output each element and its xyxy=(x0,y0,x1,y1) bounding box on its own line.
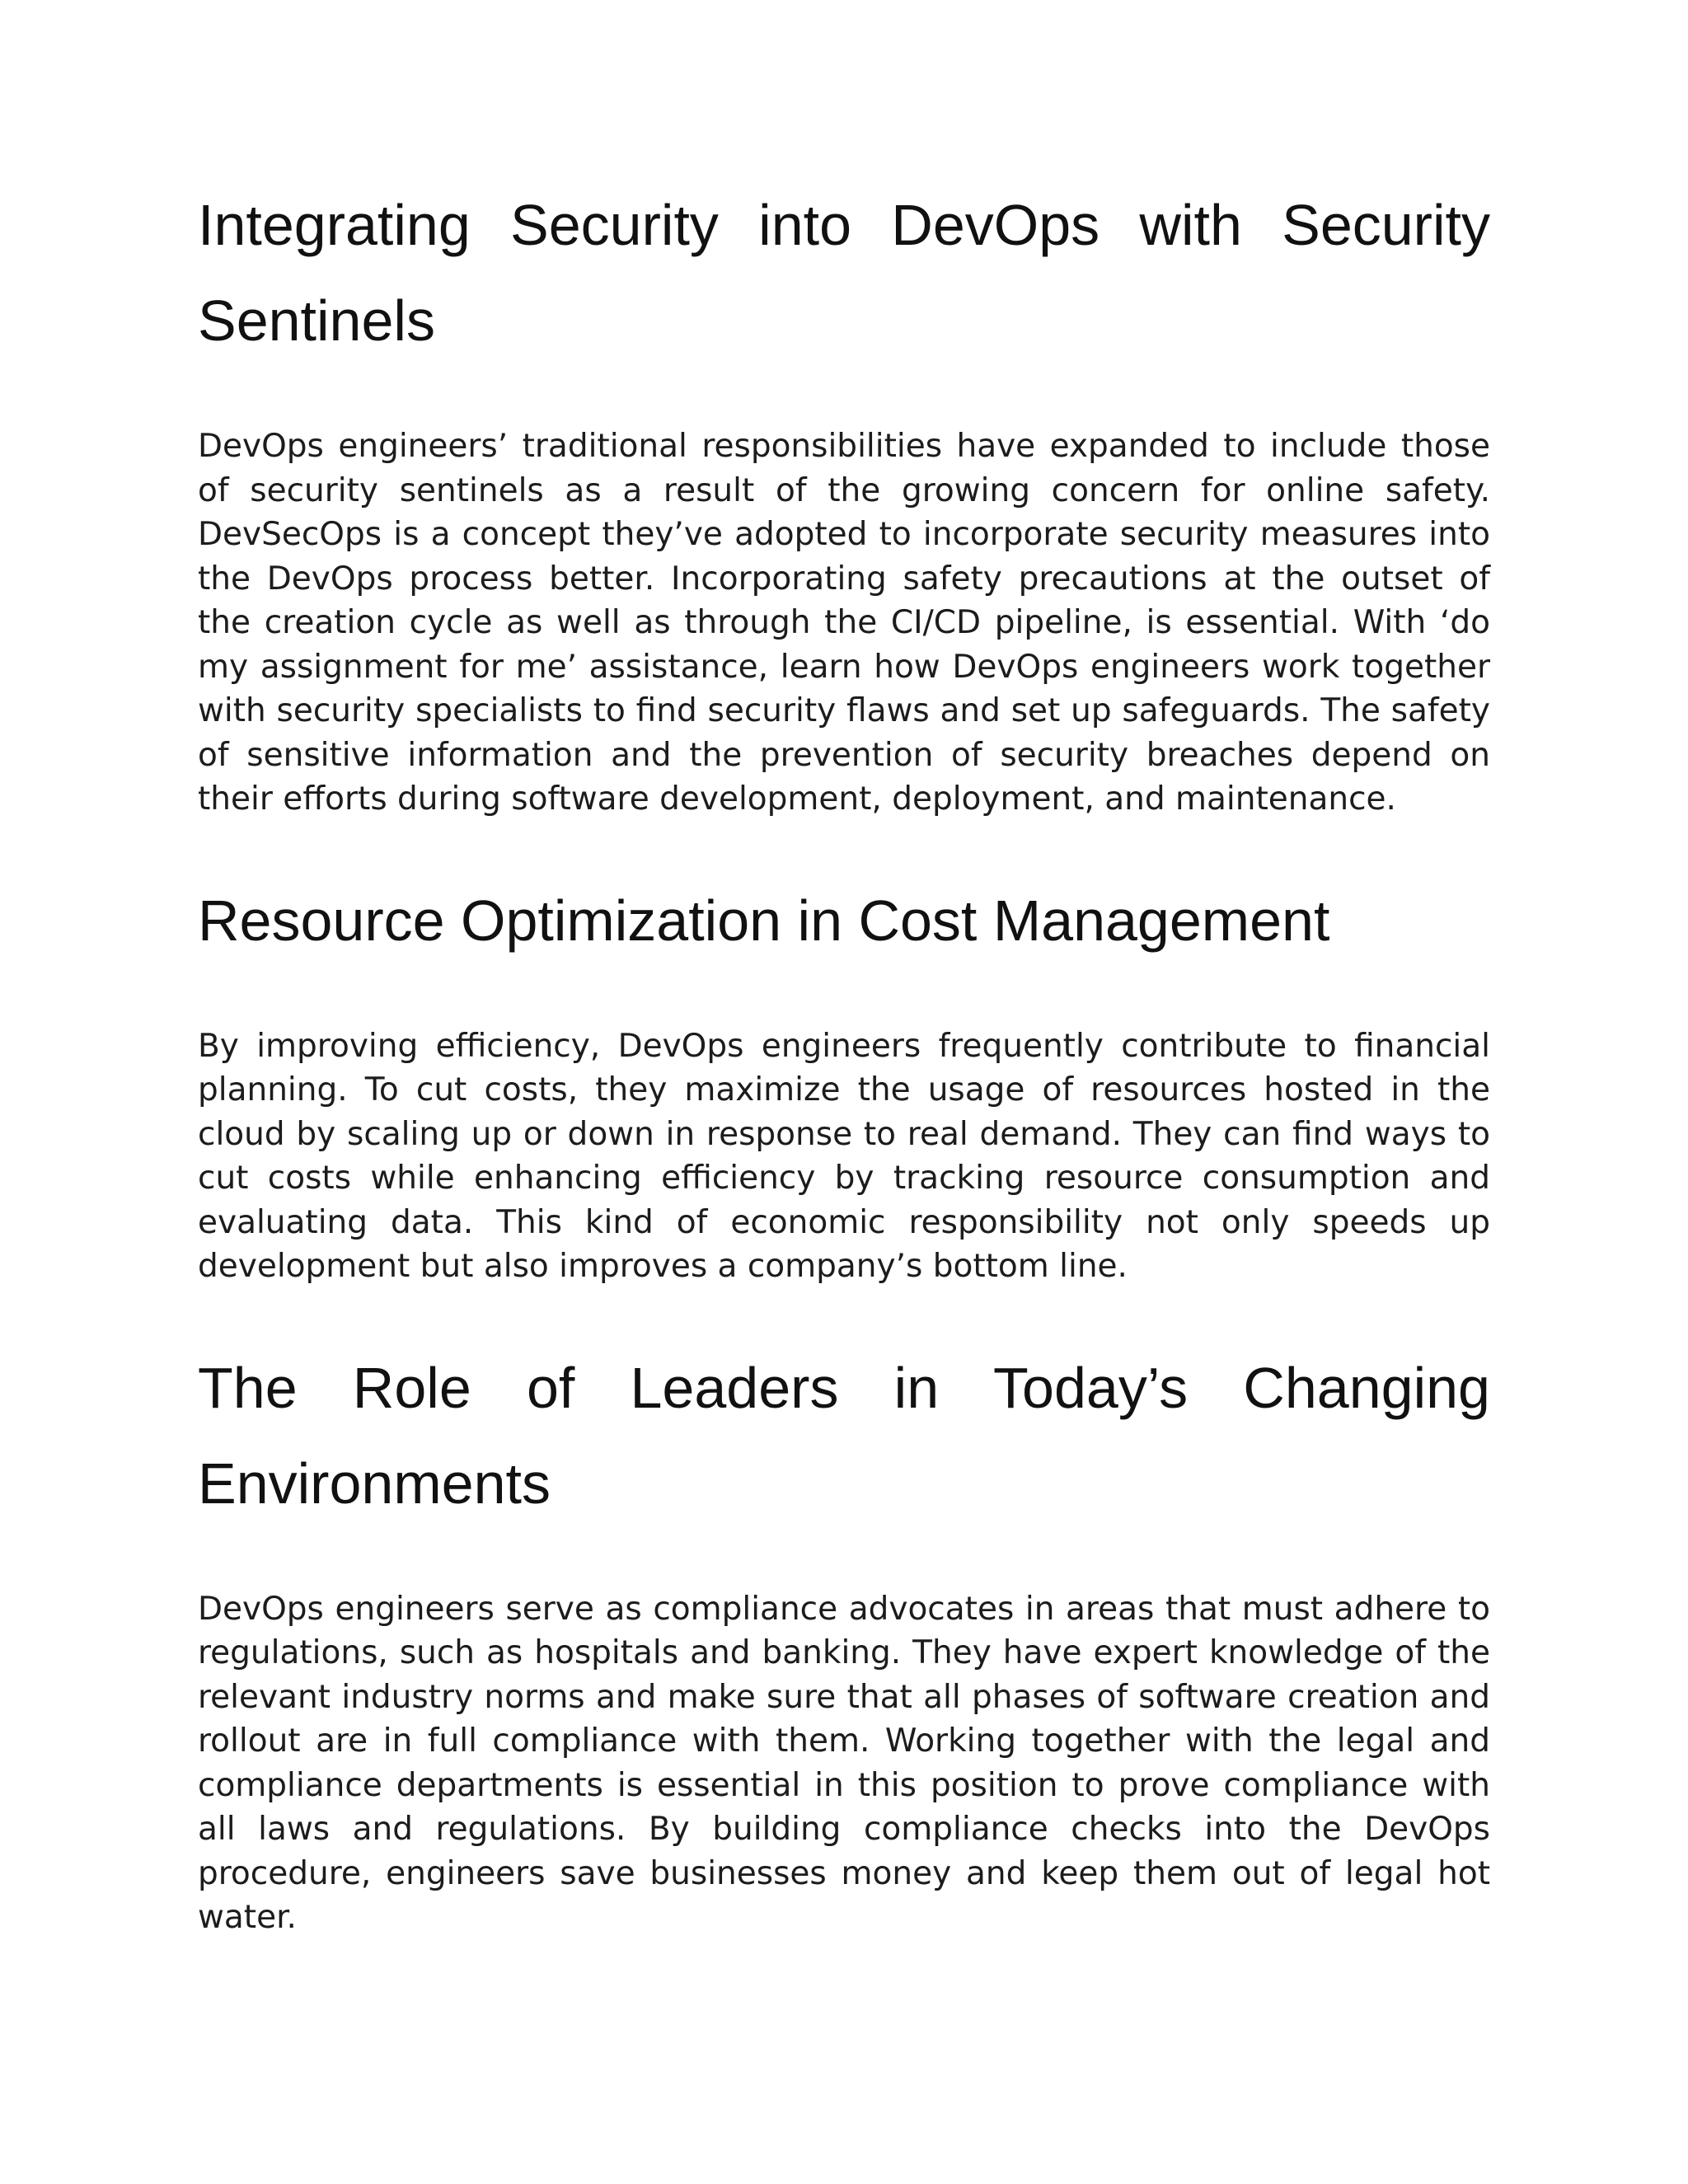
section-role-of-leaders xyxy=(198,1340,1490,1940)
section-resource-optimization xyxy=(198,873,1490,1289)
section-heading: Integrating Security into DevOps with Security Sentinels xyxy=(198,193,1490,353)
section-paragraph: DevOps engineers serve as compliance advocates in areas that must adhere to regulations, such as hospitals and banking. They have expert knowledge of the relevant industry norms and make sure that all phases of software creation and rollout are in full compliance with them. Working together with the legal and compliance departments is essential in this position to prove compliance with all laws and regulations. By building compliance checks into the DevOps procedure, engineers save businesses money and keep them out of legal hot water. xyxy=(198,1590,1490,1936)
document-content xyxy=(198,177,1490,1940)
section-paragraph: DevOps engineers’ traditional responsibilities have expanded to include those of security sentinels as a result of the growing concern for online safety. DevSecOps is a concept they’ve adopted to incorporate security measures into the DevOps process better. Incorporating safety precautions at the outset of the creation cycle as well as through the CI/CD pipeline, is essential. With ‘do my assignment for me’ assistance, learn how DevOps engineers work together with security specialists to find security flaws and set up safeguards. The safety of sensitive information and the prevention of security breaches depend on their efforts during software development, deployment, and maintenance. xyxy=(198,428,1490,818)
section-heading: Resource Optimization in Cost Management xyxy=(198,888,1330,953)
section-heading: The Role of Leaders in Today’s Changing Environments xyxy=(198,1355,1490,1516)
section-security-sentinels xyxy=(198,177,1490,822)
section-paragraph: By improving efficiency, DevOps engineers frequently contribute to financial planning. To cut costs, they maximize the usage of resources hosted in the cloud by scaling up or down in response to real demand. They can find ways to cut costs while enhancing efficiency by tracking resource consumption and evaluating data. This kind of economic responsibility not only speeds up development but also improves a company’s bottom line. xyxy=(198,1027,1490,1285)
